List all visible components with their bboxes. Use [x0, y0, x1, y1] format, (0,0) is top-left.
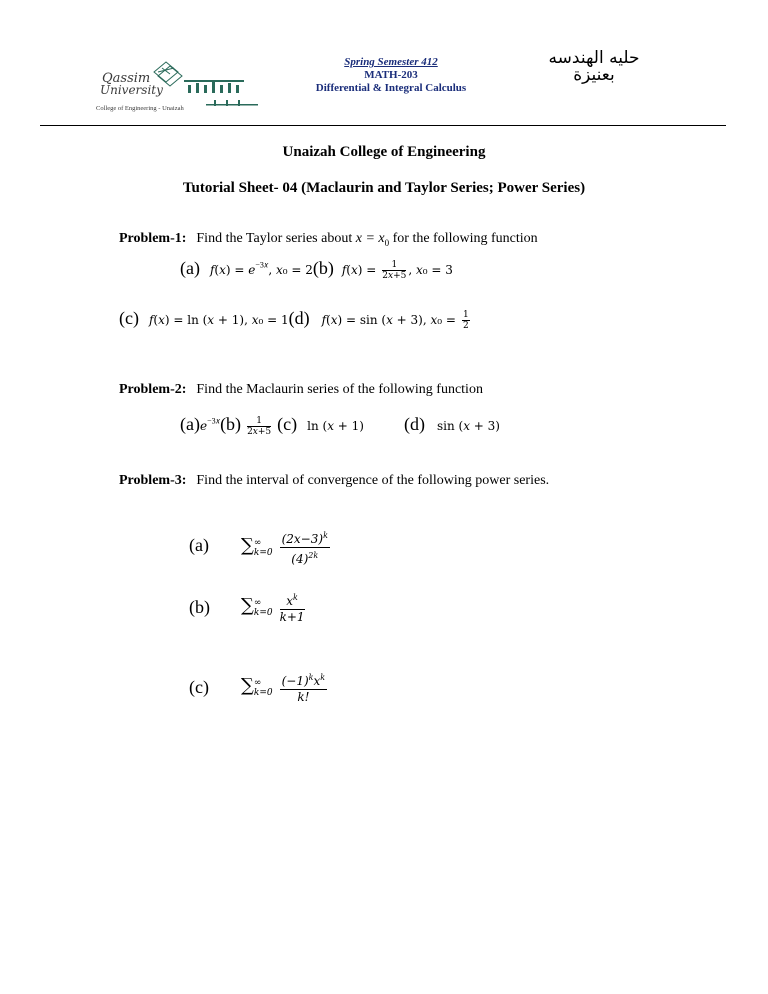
problem-2c-expr: ln (𝑥 + 1) — [307, 419, 364, 433]
arabic-line-2: بعنيزة — [573, 65, 615, 85]
problem-3a-sum-from: 𝑘=0 — [253, 547, 273, 558]
problem-3c-sigma: ∑ — [241, 675, 254, 697]
problem-2-text: Find the Maclaurin series of the following function — [196, 382, 483, 397]
problem-2-label: Problem-2: — [119, 382, 187, 397]
problem-3a-num: (2𝑥−3) — [281, 532, 324, 546]
problem-3b-label: (b) — [189, 597, 210, 617]
page-title: Unaizah College of Engineering — [282, 144, 486, 160]
problem-1b-expr: 𝑓(𝑥) = — [341, 263, 377, 277]
problem-1-text-after: for the following function — [389, 231, 538, 246]
problem-3b-den: 𝑘+1 — [279, 610, 305, 624]
arabic-college-name — [548, 50, 640, 84]
problem-3-text: Find the interval of convergence of the following power series. — [196, 473, 550, 488]
problem-1b-fraction — [382, 260, 406, 281]
problem-1d-expr: 𝑓(𝑥) = sin (𝑥 + 3), 𝑥₀ = — [321, 313, 456, 327]
university-logo — [96, 58, 264, 114]
problem-2a-label: (a) — [180, 414, 200, 434]
problem-3c-sum-to: ∞ — [253, 677, 262, 688]
course-code: MATH-203 — [364, 69, 418, 81]
course-header — [296, 56, 486, 95]
problem-3a-series — [241, 528, 333, 567]
problem-1-cd — [119, 308, 472, 331]
problem-2b-label: (b) — [220, 414, 242, 434]
course-subject: Differential & Integral Calculus — [315, 82, 467, 94]
logo-subtext: College of Engineering - Unaizah — [96, 105, 184, 112]
problem-3a-sum-to: ∞ — [253, 537, 262, 548]
problem-1-text-math: x = x — [355, 231, 385, 246]
problem-1d-num: 1 — [462, 309, 469, 320]
problem-3a-label: (a) — [189, 535, 209, 555]
problem-2a-expr: 𝑒 — [199, 419, 208, 433]
header-divider — [40, 125, 726, 126]
page-subtitle: Tutorial Sheet- 04 (Maclaurin and Taylor Series; Power Series) — [182, 180, 586, 196]
problem-2b-num: 1 — [247, 416, 271, 427]
problem-1-text-before: Find the Taylor series about — [196, 231, 356, 246]
problem-3c-sum-from: 𝑘=0 — [253, 687, 273, 698]
problem-2d-expr: sin (𝑥 + 3) — [436, 419, 500, 433]
problem-3b-fraction — [280, 590, 305, 625]
problem-2-statement — [119, 380, 483, 398]
problem-2-items — [180, 414, 500, 437]
problem-3a-den: (4) — [291, 552, 309, 566]
problem-1d-den: 2 — [462, 320, 469, 331]
logo-emblem-icon — [96, 58, 264, 114]
semester-text: Spring Semester 412 — [344, 56, 438, 68]
problem-1d-label: (d) — [288, 308, 310, 328]
problem-2b-fraction — [247, 416, 271, 437]
problem-1b-point: , 𝑥₀ = 3 — [408, 263, 453, 277]
problem-3a-sigma: ∑ — [241, 535, 254, 557]
problem-1a-exp: −3𝑥 — [255, 260, 269, 270]
problem-1-statement — [119, 229, 538, 248]
logo-university-text: University — [100, 83, 163, 97]
problem-1a-label: (a) — [180, 258, 200, 278]
arabic-line-1: حليه الهندسه — [548, 48, 640, 68]
problem-2a-exp: −3𝑥 — [207, 416, 221, 426]
logo-qassim-text: Qassim — [102, 71, 151, 86]
problem-3c-num-exp1: 𝑘 — [308, 673, 314, 682]
problem-3b-num: 𝑥 — [286, 594, 294, 608]
problem-2c-label: (c) — [277, 414, 298, 434]
problem-1a-point: , 𝑥₀ = 2 — [268, 263, 313, 277]
problem-3c-num-b: 𝑥 — [313, 674, 321, 688]
problem-2d-label: (d) — [403, 414, 425, 434]
problem-3-label: Problem-3: — [119, 473, 187, 488]
problem-2b-den: 2𝑥+5 — [247, 426, 272, 437]
problem-3c-num-a: (−1) — [281, 674, 309, 688]
problem-3c-fraction — [280, 670, 328, 705]
problem-1b-num: 1 — [382, 260, 406, 271]
problem-3b-num-exp: 𝑘 — [293, 593, 298, 602]
problem-1-text-sub: 0 — [384, 238, 390, 249]
problem-1d-fraction — [462, 310, 470, 331]
problem-3-statement — [119, 471, 549, 489]
problem-1c-label: (c) — [119, 308, 139, 328]
problem-1a-expr: 𝑓(𝑥) = 𝑒 — [209, 263, 256, 277]
problem-3c-label: (c) — [189, 677, 209, 697]
problem-3b-sigma: ∑ — [241, 595, 254, 617]
problem-1b-den: 2𝑥+5 — [382, 270, 407, 281]
problem-1-ab — [180, 258, 453, 281]
problem-3c-num-exp2: 𝑘 — [320, 673, 326, 682]
problem-3c-den: 𝑘! — [297, 690, 310, 704]
problem-3b-sum-from: 𝑘=0 — [253, 607, 273, 618]
problem-1b-label: (b) — [312, 258, 334, 278]
problem-3b-series — [241, 590, 308, 625]
problem-3a-num-exp: 𝑘 — [323, 531, 328, 540]
problem-3c-series — [241, 670, 330, 705]
problem-3b-sum-to: ∞ — [253, 597, 262, 608]
problem-1c-expr: 𝑓(𝑥) = ln (𝑥 + 1), 𝑥₀ = 1 — [148, 313, 289, 327]
problem-3a-fraction — [280, 528, 330, 567]
problem-1-label: Problem-1: — [119, 231, 187, 246]
problem-3a-den-exp: 2𝑘 — [308, 551, 319, 560]
